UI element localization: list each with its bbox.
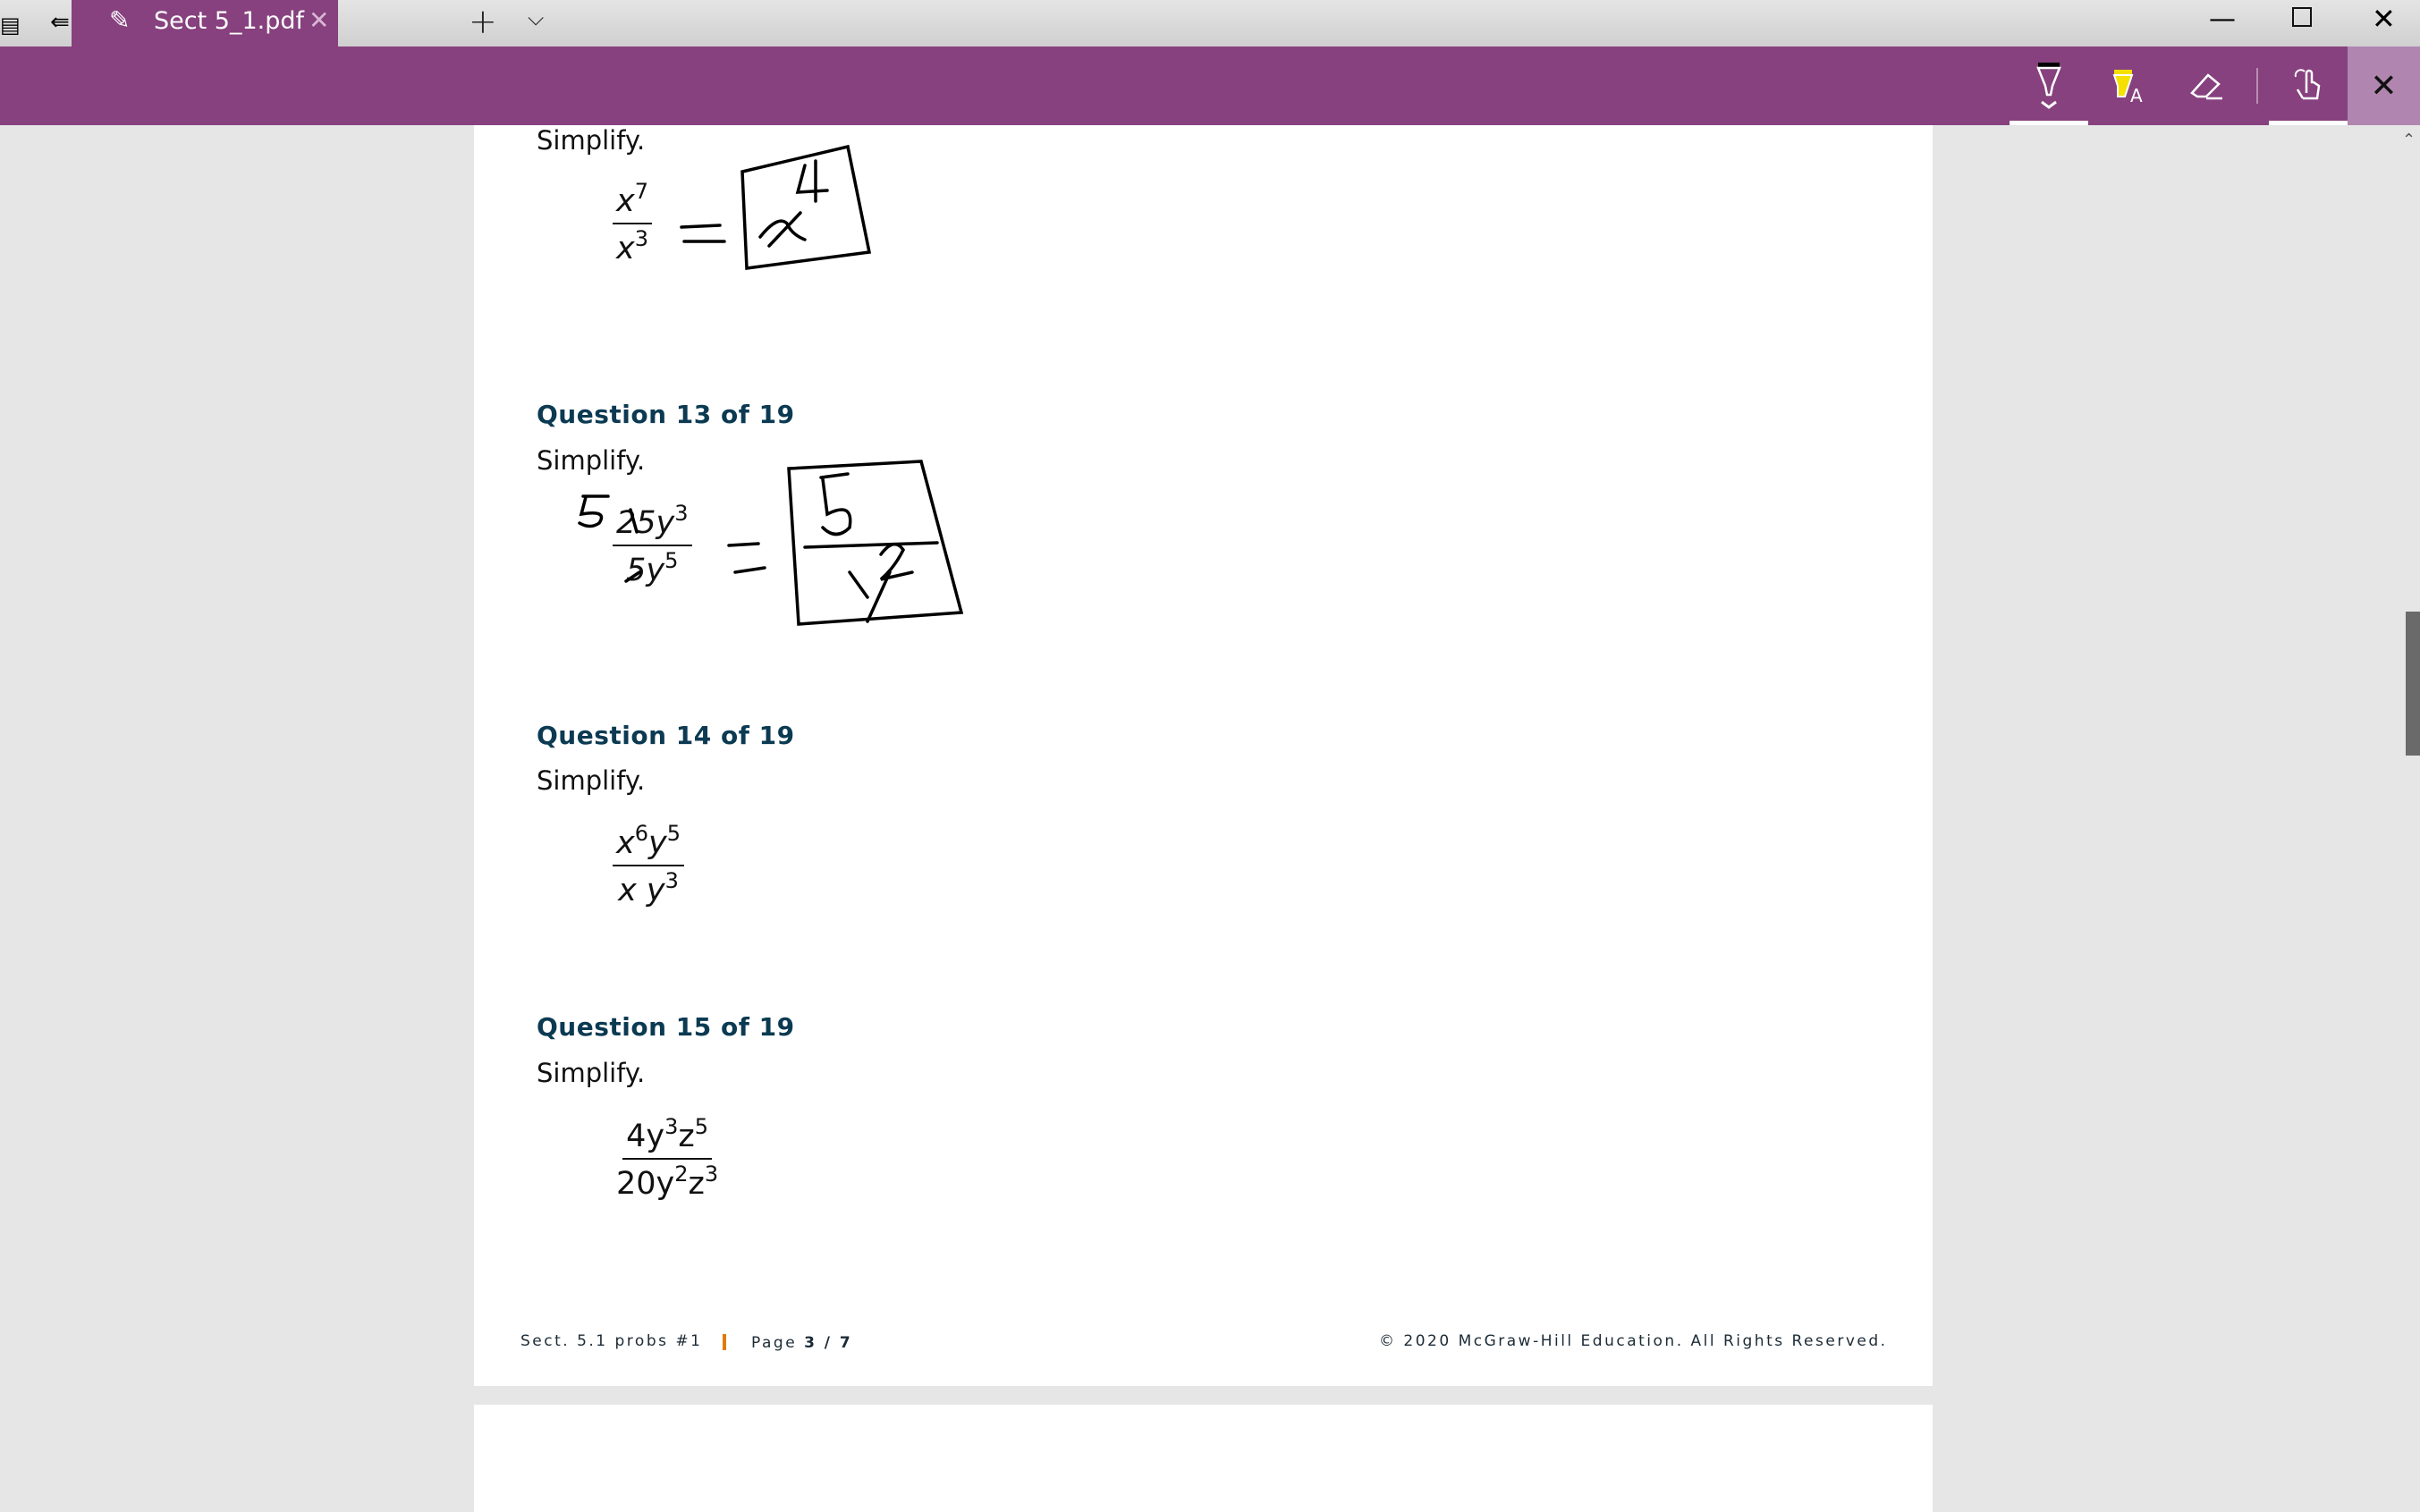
ink-strike bbox=[626, 510, 639, 581]
new-tab-icon[interactable]: + bbox=[469, 2, 497, 41]
ink-5-small bbox=[580, 496, 608, 527]
prompt: Simplify. bbox=[537, 1058, 646, 1088]
ink-2 bbox=[881, 545, 912, 579]
fraction: $\frac{x^6y^5}{x y^3}$ bbox=[613, 821, 684, 908]
close-window-icon[interactable]: ✕ bbox=[2372, 2, 2396, 36]
minimize-icon[interactable]: — bbox=[2209, 4, 2236, 35]
pdf-ink-icon: ✎ bbox=[109, 5, 131, 35]
tab-preview-chevron-icon[interactable]: ⌵ bbox=[528, 5, 545, 30]
ink-x bbox=[760, 213, 805, 246]
scroll-up-icon[interactable]: ⌃ bbox=[2402, 131, 2416, 149]
footer-copyright: © 2020 McGraw-Hill Education. All Rights Reserved. bbox=[1379, 1332, 1888, 1350]
question-heading: Question 15 of 19 bbox=[537, 1012, 795, 1042]
ink-fraction-bar bbox=[805, 543, 937, 547]
fraction: $\frac{25y^3}{5y^5}$ bbox=[613, 501, 692, 588]
tab-list-icon[interactable]: ▤ bbox=[0, 13, 21, 38]
question-heading: Question 14 of 19 bbox=[537, 721, 795, 750]
prompt: Simplify. bbox=[537, 445, 646, 476]
ink-5-big bbox=[821, 474, 850, 535]
footer-page: Page 3 / 7 bbox=[751, 1334, 853, 1352]
close-tab-icon[interactable]: ✕ bbox=[309, 5, 330, 35]
footer-doc-name: Sect. 5.1 probs #1 bbox=[520, 1332, 703, 1350]
prompt: Simplify. bbox=[537, 125, 646, 156]
ink-4 bbox=[798, 161, 827, 201]
ink-equals2 bbox=[729, 544, 765, 572]
svg-text:A: A bbox=[2130, 85, 2143, 106]
question-heading: Question 13 of 19 bbox=[537, 400, 795, 429]
tab-title: Sect 5_1.pdf bbox=[154, 7, 304, 35]
ink-equals bbox=[681, 225, 724, 241]
fraction: $\frac{4y^3z^5}{20y^2z^3}$ bbox=[616, 1114, 719, 1202]
footer-divider bbox=[723, 1334, 726, 1350]
set-aside-tabs-icon[interactable]: ⇚ bbox=[50, 9, 70, 36]
prompt: Simplify. bbox=[537, 765, 646, 796]
close-icon: ✕ bbox=[2370, 67, 2398, 105]
fraction: $\frac{x^7}{x^3}$ bbox=[613, 179, 652, 266]
